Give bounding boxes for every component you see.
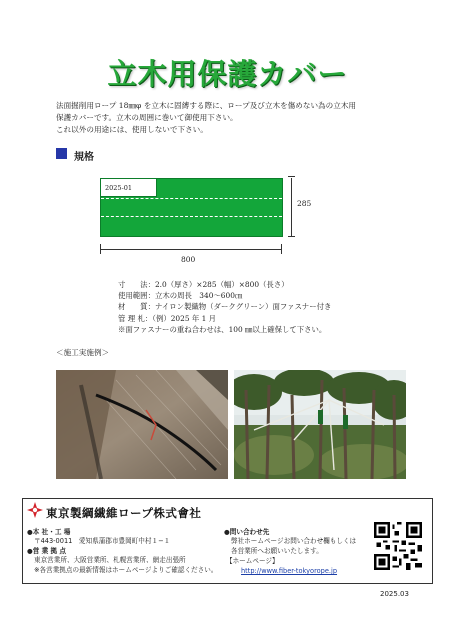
spec-item: 材 質：ナイロン製織物（ダークグリーン）面ファスナー付き (118, 302, 332, 312)
contact-line: 弊社ホームページお問い合わせ欄もしくは (231, 537, 357, 545)
offices-note: ※各営業拠点の最新情報はホームページよりご確認ください。 (34, 566, 218, 574)
width-label: 800 (181, 255, 196, 264)
height-dimension-line (291, 178, 292, 236)
footer-date: 2025.03 (380, 590, 409, 598)
dimension-tick (288, 236, 295, 237)
height-label: 285 (297, 199, 312, 208)
company-logo-icon (27, 502, 43, 518)
contact-heading: ●問い合わせ先 (224, 528, 270, 536)
dimension-tick (281, 244, 282, 254)
qr-code-icon[interactable] (374, 522, 422, 570)
heading-square-icon (56, 148, 67, 159)
width-dimension-line (100, 249, 282, 250)
contact-line: 各営業所へお願いいたします。 (231, 547, 323, 555)
dimension-tick (100, 244, 101, 254)
installation-photo-forest (234, 370, 406, 479)
spec-item: 使用範囲：立木の周長 340～600㎝ (118, 291, 243, 301)
spec-item: ※面ファスナーの重ね合わせは、100 ㎜以上確保して下さい。 (118, 324, 327, 334)
installation-photo-slope (56, 370, 228, 479)
spec-heading: 規格 (74, 152, 94, 163)
intro-line: 保護カバーです。立木の周囲に巻いて御使用下さい。 (56, 113, 238, 122)
dashed-line (101, 198, 282, 199)
dashed-line (101, 216, 282, 217)
homepage-link[interactable]: http://www.fiber-tokyorope.jp (241, 567, 338, 575)
offices-heading: ●営 業 拠 点 (27, 547, 67, 555)
offices-list: 東京営業所、大阪営業所、札幌営業所、網走出張所 (34, 556, 186, 564)
hq-address: 〒443-0011 愛知県蒲郡市豊岡町中村１−１ (34, 537, 171, 545)
hq-heading: ●本 社・工 場 (27, 528, 71, 536)
spec-item: 寸 法：2.0（厚さ）×285（幅）×800（長さ） (118, 280, 289, 289)
spec-list (118, 279, 331, 335)
dimension-tick (288, 176, 295, 177)
example-label: ＜施工実施例＞ (56, 348, 110, 357)
intro-line: 法面掘削用ロープ 18㎜φ を立木に固縛する際に、ロープ及び立木を傷めない為の立木用 (56, 101, 357, 110)
homepage-label: 【ホームページ】 (226, 557, 279, 565)
intro-line: これ以外の用途には、使用しないで下さい。 (56, 125, 208, 134)
management-tag: 2025-01 (101, 179, 157, 197)
page-title: 立木用保護カバー (107, 57, 348, 91)
spec-item: 管 理 札：（例）2025 年 1 月 (118, 313, 217, 323)
company-name: 東京製綱繊維ロープ株式會社 (46, 506, 202, 520)
intro-text (56, 100, 396, 136)
